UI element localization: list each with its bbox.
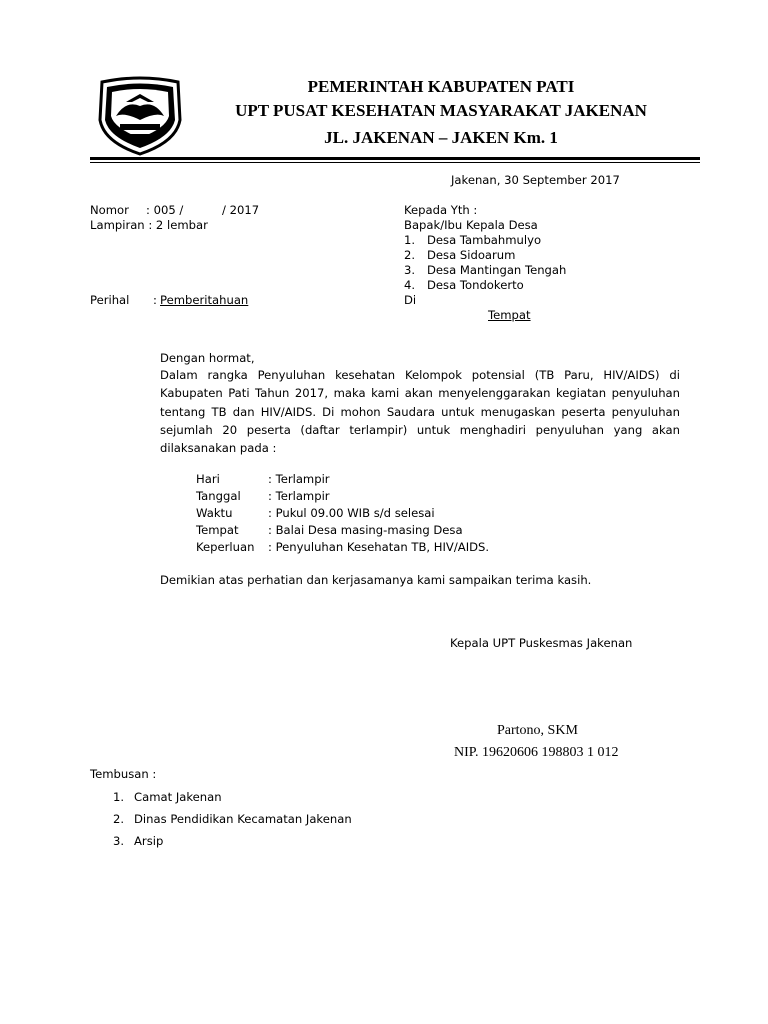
body-paragraph: Dalam rangka Penyuluhan kesehatan Kelompok potensial (TB Paru, HIV/AIDS) di Kabupaten Pati Tahun 2017, maka kami akan menyelenggarakan kegiatan penyuluhan tentang TB dan HIV/AIDS. Di mohon Saudara untuk menugaskan peserta penyuluhan sejumlah 20 peserta (daftar terlampir) untuk menghadiri penyuluhan yang akan dilaksanakan pada : (160, 368, 680, 456)
letterhead-address: JL. JAKENAN – JAKEN Km. 1 (324, 128, 558, 147)
recipient-item-num: 3. (404, 263, 416, 277)
tembusan-item-num: 3. (113, 834, 125, 848)
perihal-colon: : (153, 293, 157, 307)
regency-emblem-logo (96, 76, 184, 156)
signatory-name: Partono, SKM (497, 723, 578, 738)
recipient-item-name: Desa Tondokerto (427, 278, 524, 292)
tembusan-item-text: Camat Jakenan (134, 790, 222, 804)
recipient-item-num: 2. (404, 248, 416, 262)
detail-label: Hari (196, 472, 220, 486)
detail-value: : Terlampir (268, 472, 330, 486)
closing-sentence: Demikian atas perhatian dan kerjasamanya kami sampaikan terima kasih. (160, 573, 592, 587)
greeting: Dengan hormat, (160, 351, 255, 365)
tembusan-item-text: Arsip (134, 834, 164, 848)
recipient-item-num: 4. (404, 278, 416, 292)
nomor-label: Nomor (90, 203, 129, 217)
tembusan-item-num: 2. (113, 812, 125, 826)
letterhead-thick-rule (90, 157, 700, 160)
nomor-year: / 2017 (222, 203, 260, 217)
recipient-tempat: Tempat (488, 308, 531, 322)
perihal-value: Pemberitahuan (160, 293, 249, 307)
detail-value: : Penyuluhan Kesehatan TB, HIV/AIDS. (268, 540, 490, 554)
recipient-di: Di (404, 293, 417, 307)
lampiran-line: Lampiran : 2 lembar (90, 218, 208, 232)
place-date: Jakenan, 30 September 2017 (451, 173, 620, 187)
nomor-value: : 005 / (146, 203, 184, 217)
detail-label: Waktu (196, 506, 233, 520)
signatory-title: Kepala UPT Puskesmas Jakenan (450, 636, 633, 650)
tembusan-item-text: Dinas Pendidikan Kecamatan Jakenan (134, 812, 352, 826)
letterhead-thin-rule (90, 162, 700, 163)
recipient-item-name: Desa Tambahmulyo (427, 233, 542, 247)
detail-label: Tanggal (196, 489, 241, 503)
tembusan-label: Tembusan : (90, 767, 157, 781)
recipient-title: Bapak/Ibu Kepala Desa (404, 218, 538, 232)
detail-label: Keperluan (196, 540, 255, 554)
recipient-item-name: Desa Mantingan Tengah (427, 263, 567, 277)
letterhead-government: PEMERINTAH KABUPATEN PATI (307, 77, 575, 96)
recipient-item-num: 1. (404, 233, 416, 247)
detail-value: : Balai Desa masing-masing Desa (268, 523, 463, 537)
signatory-nip: NIP. 19620606 198803 1 012 (454, 745, 619, 760)
detail-label: Tempat (196, 523, 239, 537)
letterhead-institution: UPT PUSAT KESEHATAN MASYARAKAT JAKENAN (235, 101, 647, 120)
perihal-label: Perihal (90, 293, 130, 307)
detail-value: : Pukul 09.00 WIB s/d selesai (268, 506, 435, 520)
recipient-item-name: Desa Sidoarum (427, 248, 516, 262)
detail-value: : Terlampir (268, 489, 330, 503)
recipient-salutation: Kepada Yth : (404, 203, 478, 217)
tembusan-item-num: 1. (113, 790, 125, 804)
